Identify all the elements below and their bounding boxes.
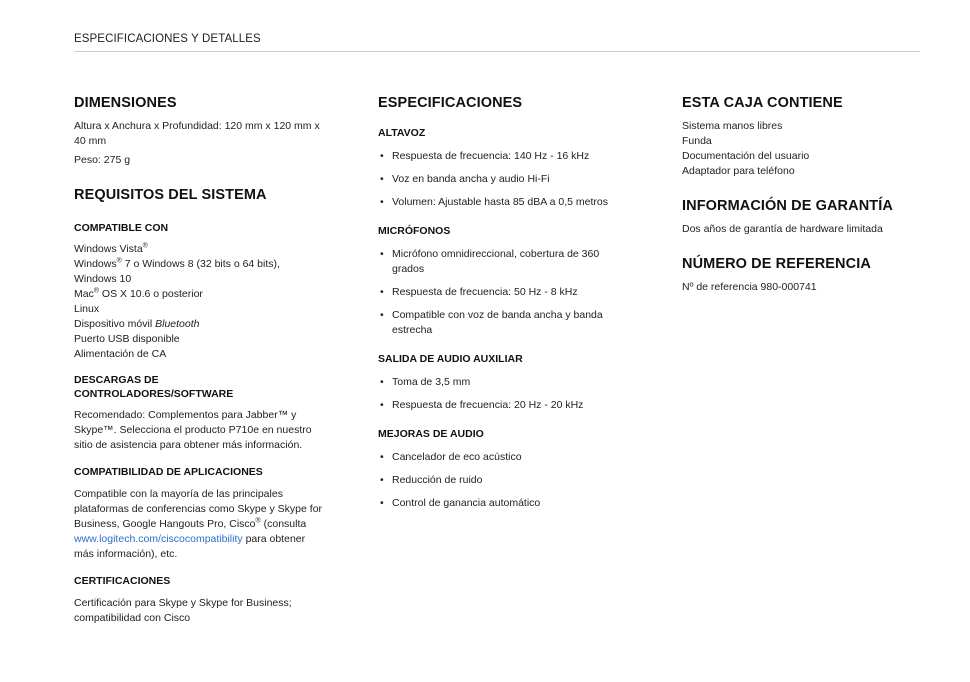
- compatible-linux: Linux: [74, 303, 100, 315]
- box-contents-list: [682, 119, 942, 179]
- list-item: • Cancelador de eco acústico: [378, 450, 618, 465]
- list-item: Sistema manos libres: [682, 120, 783, 132]
- compatible-heading: COMPATIBLE CON: [74, 222, 169, 234]
- section-header-title: ESPECIFICACIONES Y DETALLES: [74, 33, 261, 45]
- list-item: • Volumen: Ajustable hasta 85 dBA a 0,5 metros: [378, 195, 618, 210]
- section-header: [74, 29, 920, 52]
- apps-text: Compatible con la mayoría de las principales plataformas de conferencias como Skype y Skype for Business, Google Hangouts Pro, Cisco® (consulta www.logitech.com/ciscocompatibility para obtener más información), etc.: [74, 488, 323, 560]
- list-item: • Compatible con voz de banda ancha y banda estrecha: [378, 308, 618, 338]
- cisco-compatibility-link[interactable]: www.logitech.com/ciscocompatibility: [74, 533, 243, 545]
- compatible-list: [74, 242, 324, 362]
- part-number-title: NÚMERO DE REFERENCIA: [682, 256, 871, 272]
- dimensions-size: Altura x Anchura x Profundidad: 120 mm x 120 mm x 40 mm: [74, 120, 320, 147]
- list-item: • Respuesta de frecuencia: 20 Hz - 20 kHz: [378, 398, 618, 413]
- compatible-vista: Windows Vista®: [74, 242, 148, 255]
- part-number-text: Nº de referencia 980-000741: [682, 281, 817, 293]
- certifications-heading: CERTIFICACIONES: [74, 575, 171, 587]
- downloads-text: Recomendado: Complementos para Jabber™ y Skype™. Selecciona el producto P710e en nuestro sitio de asistencia para obtener más información.: [74, 409, 312, 451]
- microphones-heading: MICRÓFONOS: [378, 225, 451, 237]
- audio-enhancements-heading: MEJORAS DE AUDIO: [378, 428, 484, 440]
- list-item: • Toma de 3,5 mm: [378, 375, 618, 390]
- compatible-usb: Puerto USB disponible: [74, 333, 180, 345]
- list-item: • Reducción de ruido: [378, 473, 618, 488]
- list-item: Funda: [682, 135, 712, 147]
- warranty-title: INFORMACIÓN DE GARANTÍA: [682, 198, 893, 214]
- specs-title: ESPECIFICACIONES: [378, 95, 523, 111]
- speaker-list: [378, 149, 618, 210]
- compatible-windows78: Windows® 7 o Windows 8 (32 bits o 64 bits),: [74, 257, 280, 270]
- dimensions-title: DIMENSIONES: [74, 95, 177, 111]
- column-specifications: [378, 94, 618, 511]
- column-dimensions-requirements: [74, 94, 324, 626]
- list-item: • Respuesta de frecuencia: 50 Hz - 8 kHz: [378, 285, 618, 300]
- column-box-warranty: [682, 94, 942, 295]
- compatible-windows10: Windows 10: [74, 273, 132, 285]
- compatible-mobile: Dispositivo móvil Bluetooth: [74, 318, 200, 330]
- apps-heading: COMPATIBILIDAD DE APLICACIONES: [74, 466, 263, 478]
- aux-output-list: [378, 375, 618, 413]
- speaker-heading: ALTAVOZ: [378, 127, 426, 139]
- requirements-title: REQUISITOS DEL SISTEMA: [74, 187, 267, 203]
- dimensions-weight: Peso: 275 g: [74, 154, 131, 166]
- list-item: Documentación del usuario: [682, 150, 810, 162]
- compatible-mac: Mac® OS X 10.6 o posterior: [74, 287, 203, 300]
- audio-enhancements-list: [378, 450, 618, 511]
- aux-output-heading: SALIDA DE AUDIO AUXILIAR: [378, 353, 523, 365]
- box-contents-title: ESTA CAJA CONTIENE: [682, 95, 843, 111]
- compatible-power: Alimentación de CA: [74, 348, 167, 360]
- list-item: • Control de ganancia automático: [378, 496, 618, 511]
- list-item: • Respuesta de frecuencia: 140 Hz - 16 kHz: [378, 149, 618, 164]
- microphones-list: [378, 247, 618, 338]
- list-item: • Voz en banda ancha y audio Hi-Fi: [378, 172, 618, 187]
- list-item: • Micrófono omnidireccional, cobertura de 360 grados: [378, 247, 618, 277]
- list-item: Adaptador para teléfono: [682, 165, 795, 177]
- downloads-heading: DESCARGAS DE CONTROLADORES/SOFTWARE: [74, 374, 234, 400]
- warranty-text: Dos años de garantía de hardware limitada: [682, 223, 883, 235]
- certifications-text: Certificación para Skype y Skype for Business; compatibilidad con Cisco: [74, 597, 292, 624]
